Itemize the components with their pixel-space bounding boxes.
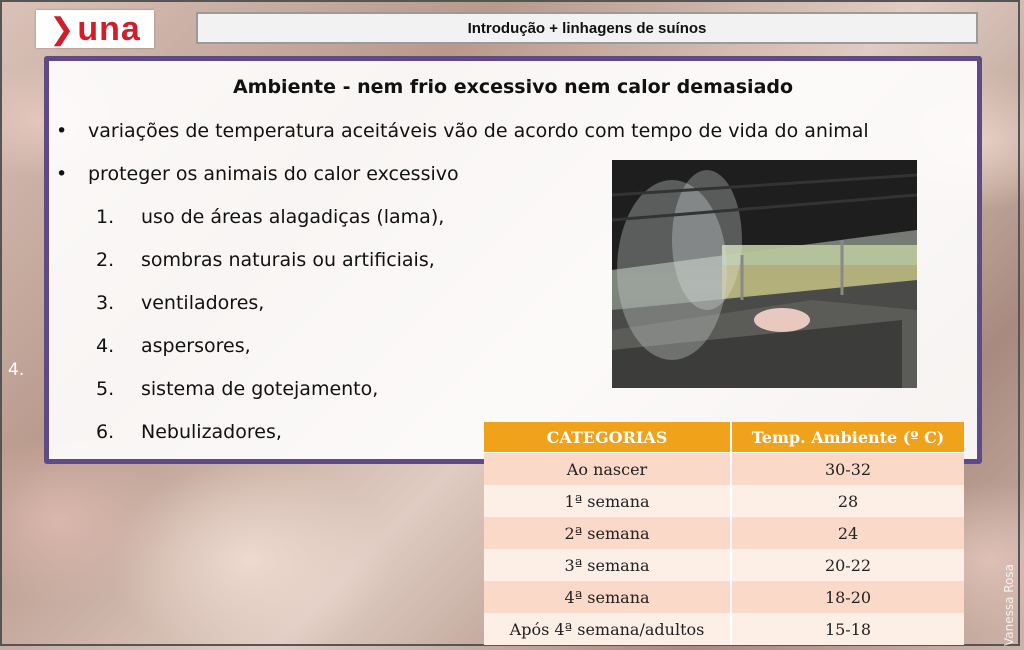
temperature-table xyxy=(484,422,964,645)
table-cell: Após 4ª semana/adultos xyxy=(484,613,731,645)
photographer-watermark: Vanessa Rosa xyxy=(1002,563,1016,646)
table-cell: 28 xyxy=(731,485,964,517)
table-cell: 24 xyxy=(731,517,964,549)
numbered-item xyxy=(96,292,264,314)
column-header: Temp. Ambiente (º C) xyxy=(731,422,964,453)
table-cell: 1ª semana xyxy=(484,485,731,517)
table-cell: 4ª semana xyxy=(484,581,731,613)
slide-title-bar xyxy=(196,12,978,44)
item-text: sistema de gotejamento, xyxy=(141,378,379,400)
numbered-item xyxy=(96,335,251,357)
table-row xyxy=(484,453,964,486)
item-text: sombras naturais ou artificiais, xyxy=(141,249,435,271)
item-text: ventiladores, xyxy=(141,292,265,314)
barn-illustration xyxy=(612,160,917,388)
item-text: uso de áreas alagadiças (lama), xyxy=(141,206,445,228)
side-number: 4. xyxy=(8,360,25,380)
table-row xyxy=(484,485,964,517)
table-cell: 2ª semana xyxy=(484,517,731,549)
item-text: Nebulizadores, xyxy=(141,421,282,443)
table-row xyxy=(484,549,964,581)
pig-barn-photo xyxy=(612,160,917,388)
item-text: aspersores, xyxy=(141,335,251,357)
chevron-icon: ❯ xyxy=(49,12,76,46)
bullet-item xyxy=(56,163,459,185)
numbered-item xyxy=(96,249,435,271)
table-cell: 20-22 xyxy=(731,549,964,581)
table-cell: 15-18 xyxy=(731,613,964,645)
item-number: 6. xyxy=(96,421,115,443)
logo-text: una xyxy=(77,9,141,48)
bullet-text: proteger os animais do calor excessivo xyxy=(88,163,459,185)
bullet-marker: • xyxy=(56,163,68,185)
slide-title: Introdução + linhagens de suínos xyxy=(467,19,707,37)
una-logo xyxy=(36,10,154,48)
item-number: 1. xyxy=(96,206,115,228)
table-cell: 30-32 xyxy=(731,453,964,486)
table-cell: 3ª semana xyxy=(484,549,731,581)
item-number: 2. xyxy=(96,249,115,271)
numbered-item xyxy=(96,378,378,400)
bullet-item xyxy=(56,120,869,142)
table-cell: 18-20 xyxy=(731,581,964,613)
table-header-row xyxy=(484,422,964,453)
table-row xyxy=(484,581,964,613)
item-number: 3. xyxy=(96,292,115,314)
table-row xyxy=(484,517,964,549)
table-row xyxy=(484,613,964,645)
column-header: CATEGORIAS xyxy=(484,422,731,453)
table-cell: Ao nascer xyxy=(484,453,731,486)
bullet-text: variações de temperatura aceitáveis vão de acordo com tempo de vida do animal xyxy=(88,120,869,142)
item-number: 4. xyxy=(96,335,115,357)
bullet-marker: • xyxy=(56,120,68,142)
numbered-item xyxy=(96,421,282,443)
numbered-item xyxy=(96,206,444,228)
section-heading: Ambiente - nem frio excessivo nem calor demasiado xyxy=(232,76,794,98)
item-number: 5. xyxy=(96,378,115,400)
